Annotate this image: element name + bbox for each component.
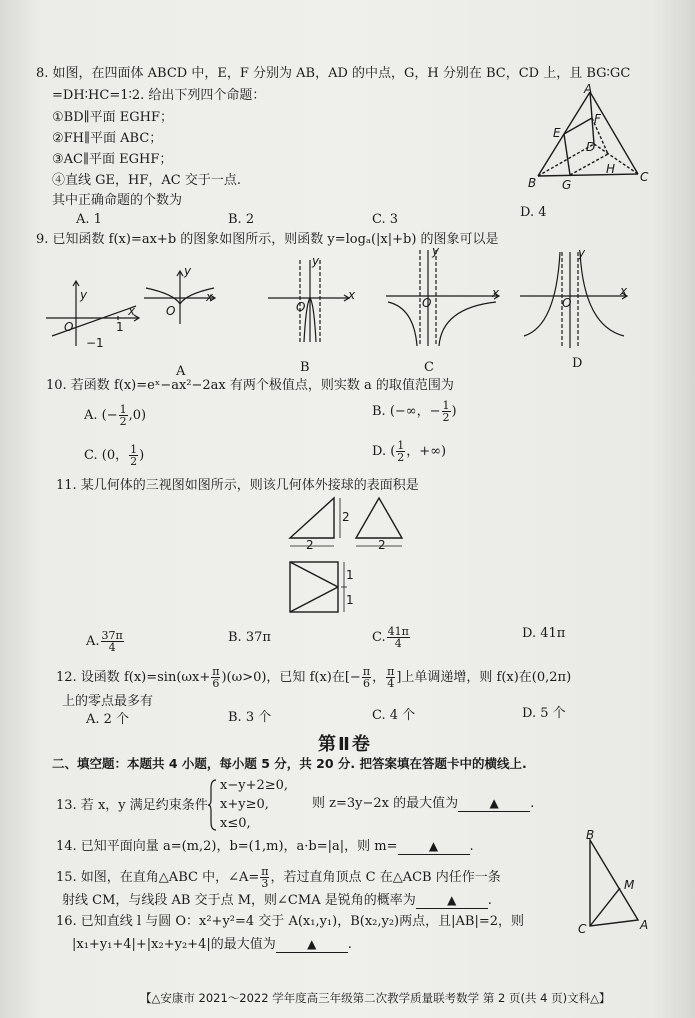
- tetra-label-f: F: [594, 112, 601, 126]
- q9-given-x-label: x: [128, 304, 136, 318]
- q9-given-one: 1: [116, 320, 124, 334]
- q8-prop3: ③AC∥平面 EGHF；: [52, 152, 173, 167]
- q8-ask: 其中正确命题的个数为: [52, 193, 183, 208]
- q13-constraint3: x≤0,: [220, 816, 251, 831]
- q15-label-c: C: [578, 922, 587, 936]
- q8-option-c: C. 3: [372, 212, 399, 227]
- q8-line1: 8. 如图，在四面体 ABCD 中，E，F 分别为 AB，AD 的中点，G，H 分别在 BC，CD 上，且 BG∶GC: [36, 66, 631, 81]
- q9-line1: 9. 已知函数 f(x)=ax+b 的图象如图所示，则函数 y=logₐ(|x|+b) 的图象可以是: [36, 232, 499, 247]
- q15-line2: 射线 CM，与线段 AB 交于点 M，则∠CMA 是锐角的概率为 ▲ .: [62, 893, 492, 908]
- q13-constraint1: x−y+2≥0,: [220, 778, 289, 793]
- q16-answer-blank[interactable]: ▲: [276, 936, 348, 953]
- q9-option-d-graph: [520, 250, 632, 350]
- q14-answer-blank[interactable]: ▲: [398, 838, 470, 855]
- q9-d-origin: O: [562, 296, 572, 310]
- q10-line1: 10. 若函数 f(x)=eˣ−ax²−2ax 有两个极值点，则实数 a 的取值范围为: [46, 378, 454, 393]
- q11-top-half1: 1: [346, 568, 354, 582]
- q13-brace: [208, 778, 218, 832]
- q11-option-c: C. $\frac{41\pi}{4}$: [372, 625, 409, 650]
- q15-line1: 15. 如图，在直角△ABC 中，∠A= $\frac{\pi}{3}$ ，若过直角顶点 C 在△ACB 内任作一条: [56, 865, 501, 890]
- page-footer: 【△安康市 2021～2022 学年度高三年级第二次教学质量联考数学 第 2 页(共 4 页)文科△】: [140, 991, 611, 1005]
- q9-b-x-label: x: [348, 288, 356, 302]
- q9-c-x-label: x: [492, 286, 500, 300]
- q12-option-a: A. 2 个: [86, 712, 130, 727]
- tetra-label-e: E: [553, 126, 561, 140]
- q13-post: 则 z=3y−2x 的最大值为 ▲ .: [312, 796, 535, 811]
- q16-line1: 16. 已知直线 l 与圆 O：x²+y²=4 交于 A(x₁,y₁)，B(x₂,y₂)两点，且|AB|=2，则: [56, 914, 524, 929]
- q8-prop2: ②FH∥平面 ABC；: [52, 131, 163, 146]
- q9-given-y-label: y: [80, 288, 88, 302]
- q11-line1: 11. 某几何体的三视图如图所示，则该几何体外接球的表面积是: [56, 478, 419, 493]
- q8-line2: =DH∶HC=1∶2. 给出下列四个命题：: [52, 88, 266, 103]
- q8-prop1: ①BD∥平面 EGHF；: [52, 110, 173, 125]
- q11-side-width: 2: [378, 538, 386, 552]
- q9-option-d: D: [572, 356, 583, 371]
- q15-label-a: A: [640, 918, 649, 932]
- tetra-label-g: G: [562, 178, 572, 192]
- q9-option-a: A: [176, 364, 186, 379]
- tetra-label-b: B: [528, 176, 537, 190]
- q14-text: 14. 已知平面向量 a=(m,2)，b=(1,m)，a·b=|a|，则 m= ▲ .: [56, 839, 474, 854]
- q13-answer-blank[interactable]: ▲: [458, 795, 530, 812]
- q9-c-y-label: y: [432, 244, 440, 258]
- q8-option-a: A. 1: [76, 212, 102, 227]
- q8-prop4: ④直线 GE，HF，AC 交于一点.: [52, 173, 241, 188]
- q9-a-y-label: y: [184, 264, 192, 278]
- q9-option-c-graph: [386, 248, 504, 348]
- q12-option-d: D. 5 个: [522, 706, 566, 721]
- q13-constraint2: x+y≥0,: [220, 797, 269, 812]
- q8-option-d: D. 4: [520, 205, 547, 220]
- q15-label-m: M: [624, 878, 635, 892]
- q11-front-height: 2: [342, 510, 350, 524]
- q9-option-b-graph: [268, 258, 354, 344]
- q9-given-minus-one: −1: [86, 336, 104, 350]
- q11-front-width: 2: [306, 538, 314, 552]
- q10-option-d: D. ( $\frac{1}{2}$ ，+∞): [372, 439, 447, 464]
- q9-a-x-label: x: [206, 290, 214, 304]
- q15-answer-blank[interactable]: ▲: [416, 892, 488, 909]
- q9-b-y-label: y: [312, 254, 320, 268]
- q12-line2: 上的零点最多有: [62, 694, 154, 709]
- section2-title: 第Ⅱ卷: [318, 734, 372, 755]
- q12-line1: 12. 设函数 f(x)=sin(ωx+ $\frac{\pi}{6}$ )(ω>0)，已知 f(x)在[− $\frac{\pi}{6}$ ， $\frac{\pi}{4}$ ]上单调递增，则 f(x)在(0,2π): [56, 665, 572, 690]
- q11-option-a: A. $\frac{37\pi}{4}$: [86, 629, 123, 654]
- q8-option-b: B. 2: [228, 212, 255, 227]
- q9-a-origin: O: [166, 304, 176, 318]
- q12-option-c: C. 4 个: [372, 708, 416, 723]
- section2-instructions: 二、填空题：本题共 4 小题，每小题 5 分，共 20 分. 把答案填在答题卡中的横线上.: [52, 756, 527, 771]
- q10-option-a: A. (− $\frac{1}{2}$ ,0): [84, 403, 147, 428]
- q9-option-b: B: [300, 360, 310, 375]
- q11-top-half2: 1: [346, 593, 354, 607]
- q9-d-y-label: y: [578, 246, 586, 260]
- q9-d-x-label: x: [620, 284, 628, 298]
- q13-pre: 13. 若 x，y 满足约束条件: [56, 798, 208, 813]
- q10-option-c: C. (0， $\frac{1}{2}$ ): [84, 443, 145, 468]
- q16-line2: |x₁+y₁+4|+|x₂+y₂+4|的最大值为 ▲ .: [72, 937, 352, 952]
- q9-option-c: C: [424, 360, 434, 375]
- q11-option-b: B. 37π: [228, 630, 271, 645]
- q9-c-origin: O: [422, 296, 432, 310]
- q9-given-origin: O: [64, 320, 74, 334]
- q11-option-d: D. 41π: [522, 626, 566, 641]
- q12-option-b: B. 3 个: [228, 710, 272, 725]
- tetra-label-a: A: [584, 82, 593, 96]
- q15-label-b: B: [586, 828, 595, 842]
- q10-option-b: B. (−∞，− $\frac{1}{2}$ ): [372, 399, 457, 424]
- tetra-label-d: D: [586, 140, 596, 154]
- tetra-label-h: H: [606, 162, 616, 176]
- tetra-label-c: C: [640, 170, 649, 184]
- q9-b-origin: O: [296, 300, 306, 314]
